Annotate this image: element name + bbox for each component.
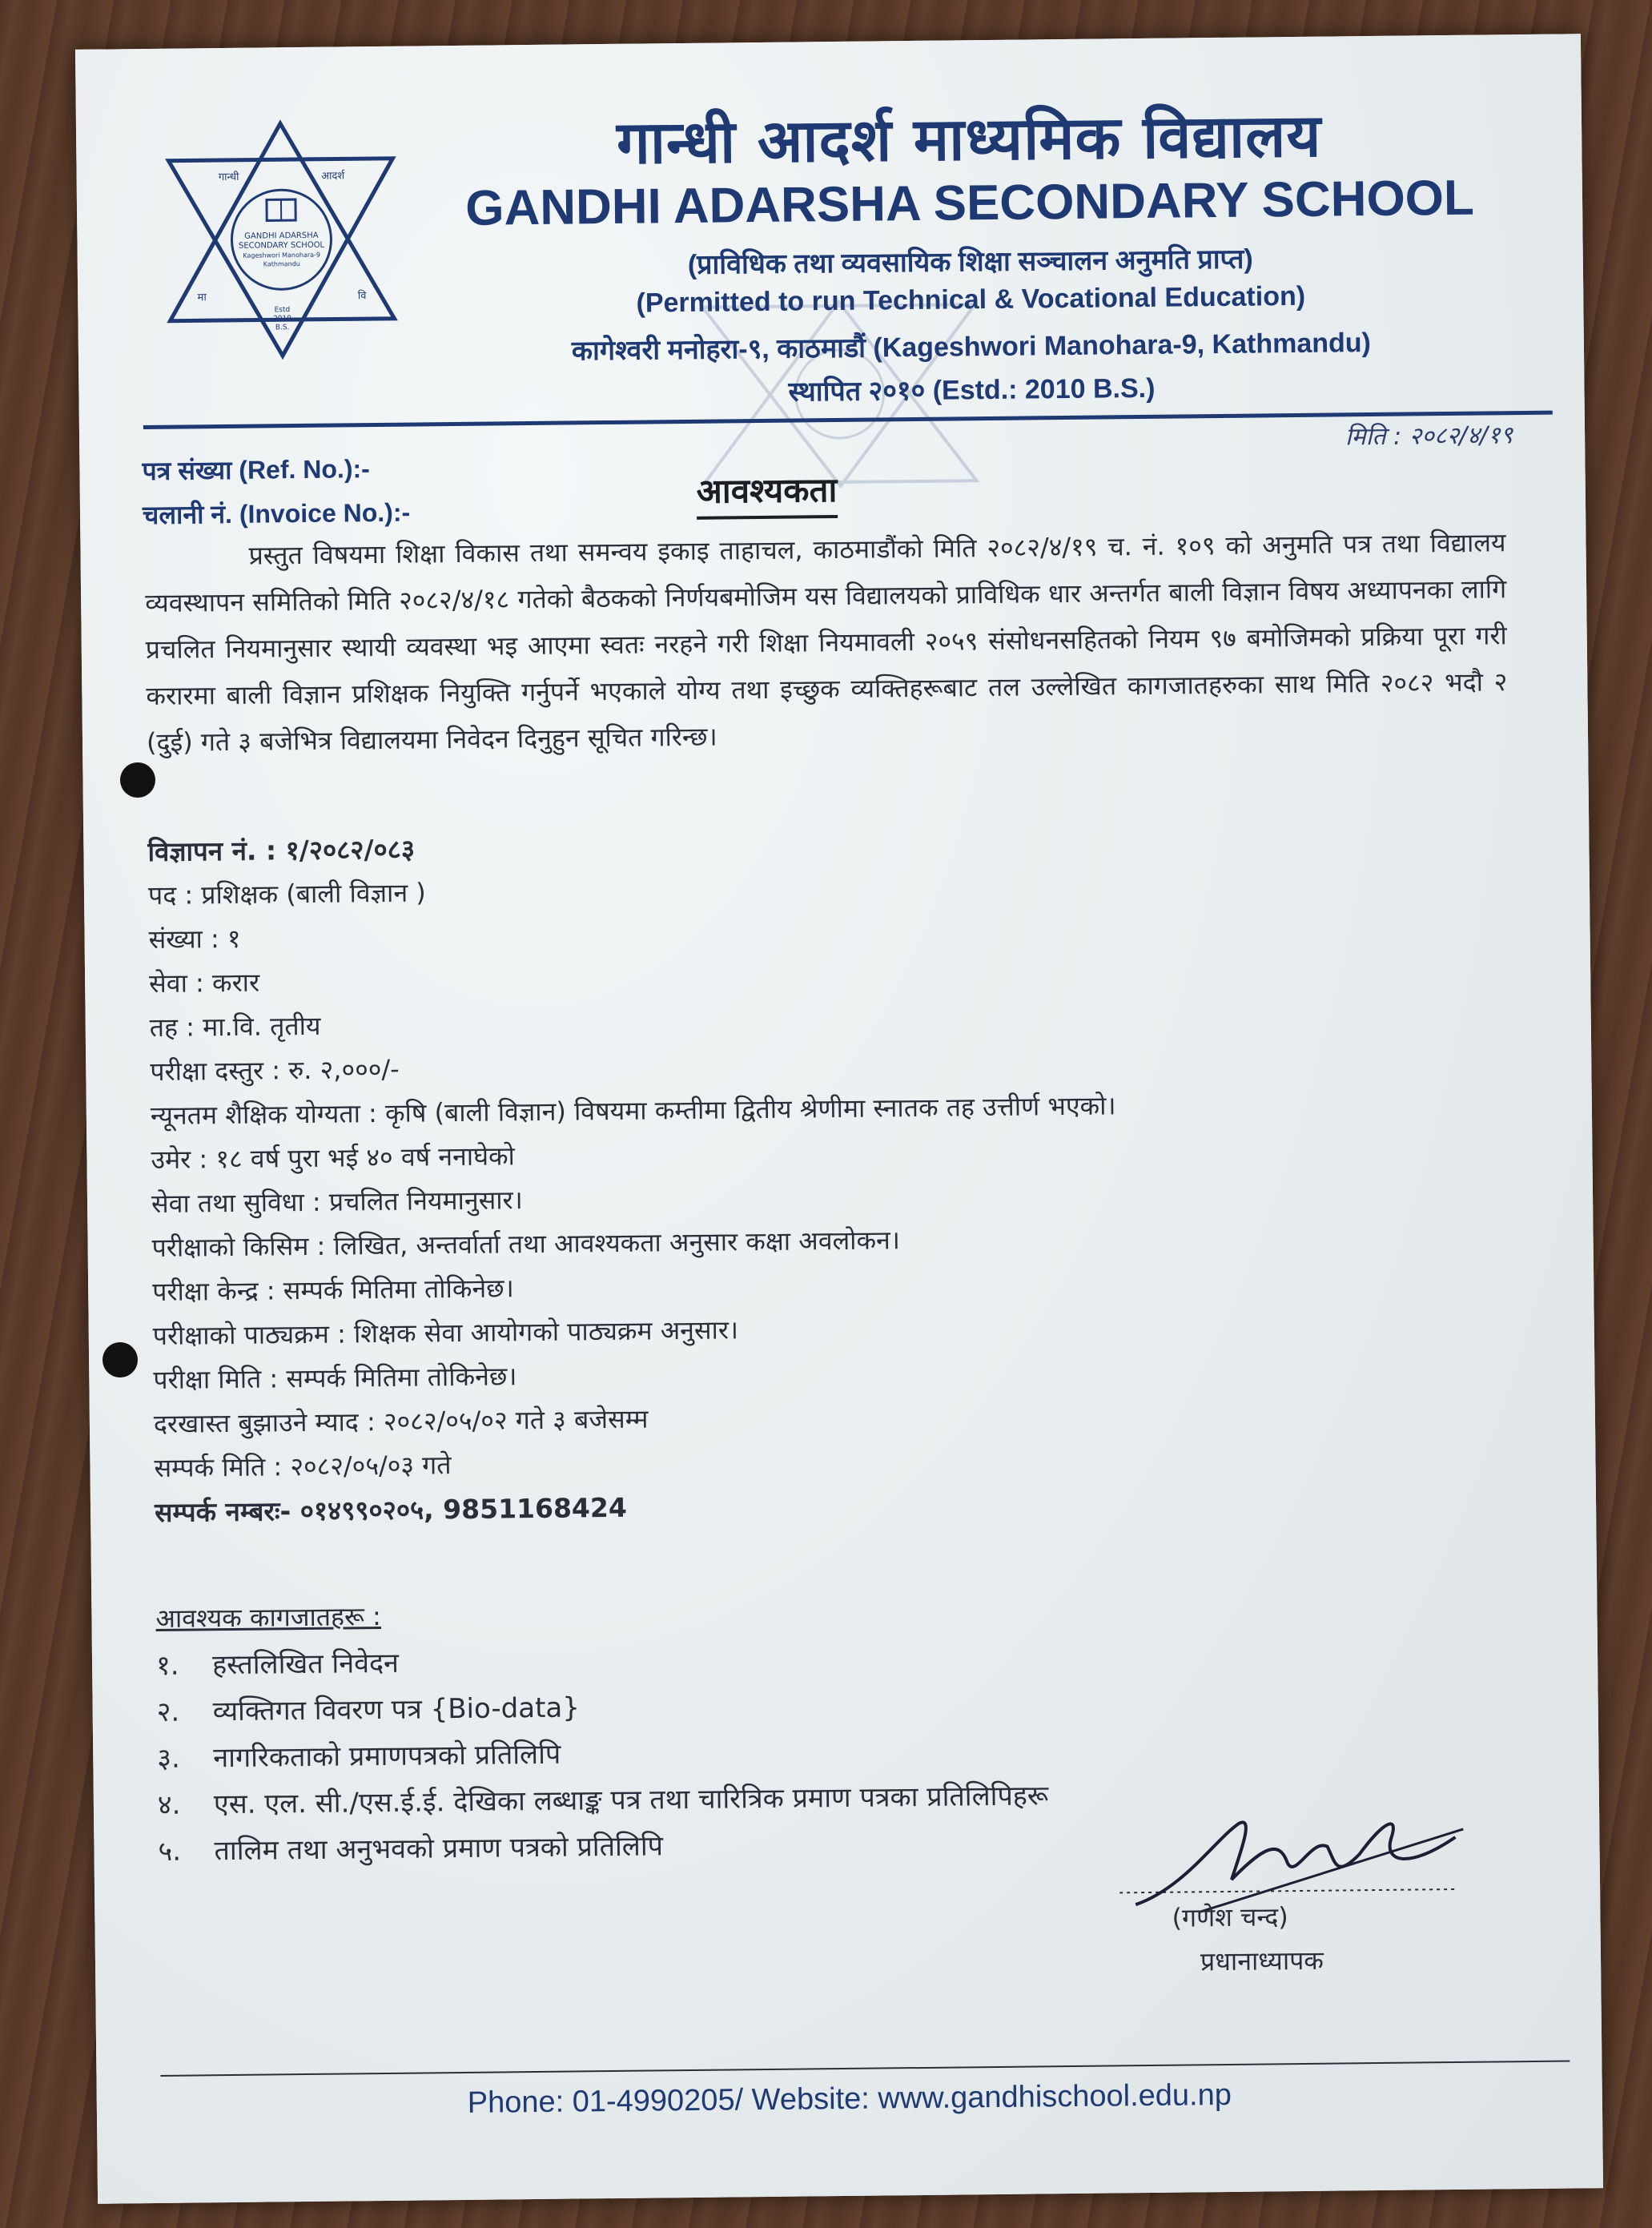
emblem-bottom-right: वि [357, 290, 367, 303]
document-number: १. [155, 1649, 179, 1682]
permit-english: (Permitted to run Technical & Vocational Education) [636, 280, 1306, 319]
punch-hole-top [120, 762, 155, 798]
emblem-mid-1: GANDHI ADARSHA [244, 231, 319, 241]
detail-age: उमेर : १८ वर्ष पुरा भई ४० वर्ष ननाघेको [151, 1140, 516, 1176]
emblem-estd-2: 2010 [272, 315, 292, 324]
letter-date: मिति : २०८२/४/१९ [1345, 421, 1513, 452]
footer-contact: Phone: 01-4990205/ Website: www.gandhischool.edu.np [467, 2077, 1232, 2120]
school-name-english: GANDHI ADARSHA SECONDARY SCHOOL [464, 170, 1475, 236]
detail-post: पद : प्रशिक्षक (बाली विज्ञान ) [147, 877, 426, 911]
document-text: नागरिकताको प्रमाणपत्रको प्रतिलिपि [213, 1738, 561, 1775]
detail-contact-number: सम्पर्क नम्बरः- ०१४९९०२०५, 9851168424 [154, 1491, 628, 1528]
detail-deadline: दरखास्त बुझाउने म्याद : २०८२/०५/०२ गते ३ बजेसम्म [153, 1403, 649, 1439]
emblem-right-text: आदर्श [321, 170, 345, 183]
emblem-left-text: गान्धी [218, 171, 239, 184]
detail-exam-center: परीक्षा केन्द्र : सम्पर्क मितिमा तोकिनेछ। [152, 1273, 514, 1307]
detail-ad-number: विज्ञापन नं. : १/२०८२/०८३ [147, 833, 416, 868]
detail-level: तह : मा.वि. तृतीय [149, 1010, 321, 1044]
detail-contact-date: सम्पर्क मिति : २०८२/०५/०३ गते [154, 1450, 452, 1483]
established-year: स्थापित २०१० (Estd.: 2010 B.S.) [788, 372, 1156, 408]
detail-syllabus: परीक्षाको पाठ्यक्रम : शिक्षक सेवा आयोगको पाठ्यक्रम अनुसार। [152, 1314, 739, 1351]
document-text: तालिम तथा अनुभवको प्रमाण पत्रको प्रतिलिपि [214, 1830, 664, 1868]
document-item [158, 1772, 1049, 1828]
detail-qualification: न्यूनतम शैक्षिक योग्यता : कृषि (बाली विज्ञान) विषयमा कम्तीमा द्वितीय श्रेणीमा स्नातक तह उत्तीर्ण भएको। [150, 1090, 1116, 1132]
letter-sheet [75, 34, 1603, 2204]
footer-divider [160, 2061, 1570, 2077]
emblem-estd-3: B.S. [275, 324, 290, 332]
detail-exam-date: परीक्षा मिति : सम्पर्क मितिमा तोकिनेछ। [153, 1361, 517, 1395]
document-item [158, 1819, 1049, 1875]
document-number: २. [156, 1695, 180, 1728]
notice-body: प्रस्तुत विषयमा शिक्षा विकास तथा समन्वय इकाइ ताहाचल, काठमाडौंको मिति २०८२/४/१९ च. नं. १०९ को अनुमति पत्र तथा विद्यालय व्यवस्थापन समितिको मिति २०८२/४/१८ गतेको बैठकको निर्णयबमोजिम यस विद्यालयको प्राविधिक धार अन्तर्गत बाली विज्ञान विषय अध्यापनका लागि प्रचलित नियमानुसार स्थायी व्यवस्था भइ आएमा स्वतः नरहने गरी शिक्षा नियमावली २०५९ संसोधनसहितको नियम ९७ बमोजिमको प्रक्रिया पूरा गरी करारमा बाली विज्ञान प्रशिक्षक नियुक्ति गर्नुपर्ने भएकाले योग्य तथा इच्छुक व्यक्तिहरूबाट तल उल्लेखित कागजातहरुका साथ मिति २०८२ भदौ २ (दुई) गते ३ बजेभित्र विद्यालयमा निवेदन दिनुहुन सूचित गरिन्छ। [145, 527, 1508, 758]
document-number: ५. [158, 1835, 182, 1868]
documents-title: आवश्यक कागजातहरू : [155, 1601, 382, 1634]
emblem-mid-2: SECONDARY SCHOOL [238, 240, 325, 251]
punch-hole-bottom [102, 1342, 138, 1377]
ref-number-label: पत्र संख्या (Ref. No.):- [142, 454, 370, 486]
signatory-title: प्रधानाध्यापक [1200, 1944, 1324, 1977]
detail-count: संख्या : १ [148, 923, 241, 955]
required-documents [155, 1585, 1049, 1875]
document-text: व्यक्तिगत विवरण पत्र {Bio-data} [212, 1691, 581, 1728]
detail-benefits: सेवा तथा सुविधा : प्रचलित नियमानुसार। [151, 1184, 523, 1219]
notice-title: आवश्यकता [696, 466, 837, 520]
invoice-number-label: चलानी नं. (Invoice No.):- [142, 497, 411, 530]
school-emblem [164, 119, 399, 361]
signatory-name: (गणेश चन्द) [1172, 1901, 1288, 1933]
school-address: कागेश्वरी मनोहरा-९, काठमाडौं (Kageshwori Manohara-9, Kathmandu) [571, 327, 1372, 367]
document-number: ४. [157, 1788, 181, 1821]
document-text: एस. एल. सी./एस.ई.ई. देखिका लब्धाङ्क पत्र तथा चारित्रिक प्रमाण पत्रका प्रतिलिपिहरू [213, 1780, 1049, 1821]
emblem-mid-4: Kathmandu [263, 259, 300, 268]
vacancy-details [147, 819, 1120, 1534]
document-text: हस्तलिखित निवेदन [211, 1647, 400, 1682]
detail-fee: परीक्षा दस्तुर : रु. २,०००/- [150, 1053, 400, 1088]
emblem-estd-1: Estd [274, 306, 291, 315]
school-name-nepali: गान्धी आदर्श माध्यमिक विद्यालय [616, 101, 1322, 178]
detail-exam-type: परीक्षाको किसिम : लिखित, अन्तर्वार्ता तथा आवश्यकता अनुसार कक्षा अवलोकन। [151, 1225, 901, 1263]
detail-service: सेवा : करार [148, 967, 260, 999]
permit-nepali: (प्राविधिक तथा व्यवसायिक शिक्षा सञ्चालन अनुमति प्राप्त) [687, 243, 1253, 280]
document-number: ३. [157, 1742, 181, 1775]
emblem-mid-3: Kageshwori Manohara-9 [243, 251, 321, 259]
emblem-bottom-left: मा [197, 292, 207, 304]
